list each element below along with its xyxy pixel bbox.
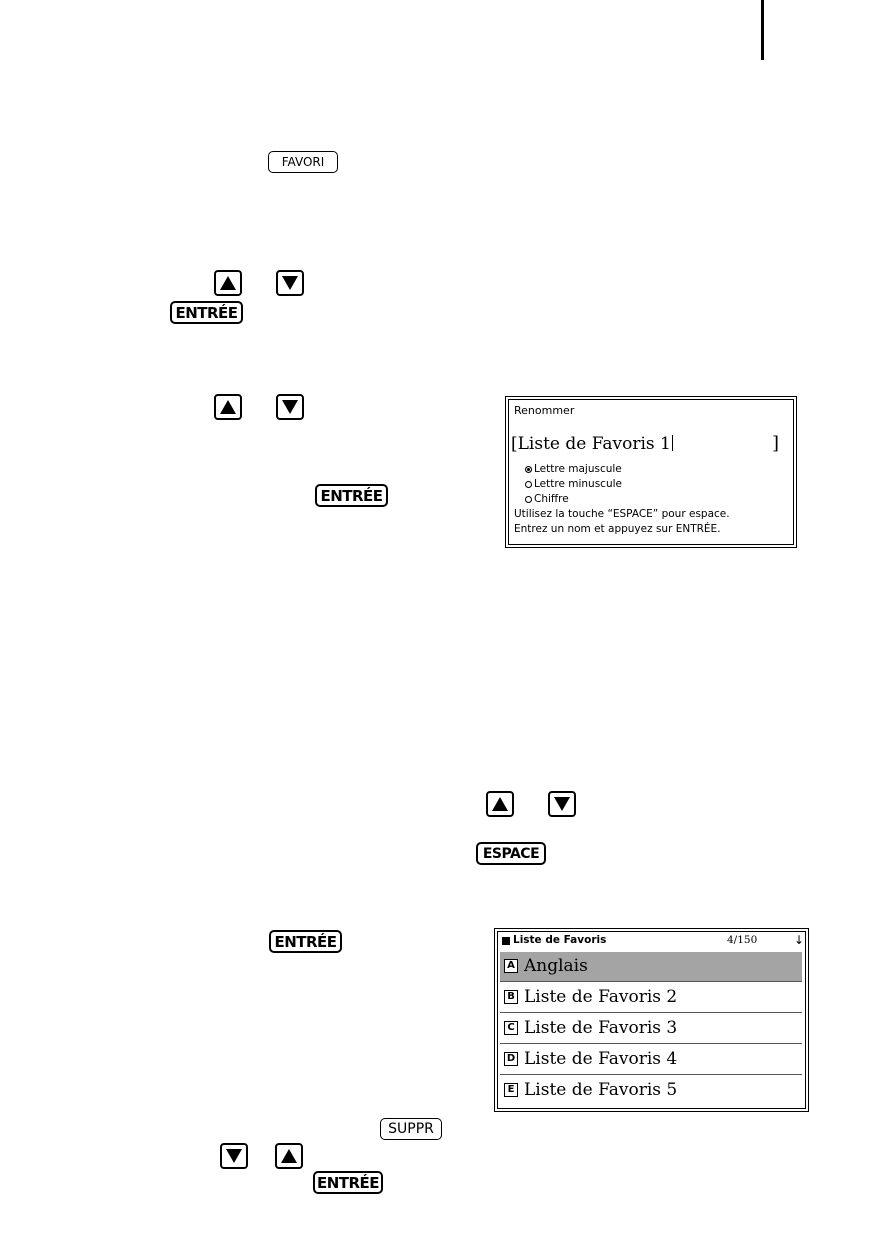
- letter-badge: A: [504, 959, 518, 973]
- close-bracket: ]: [771, 433, 779, 454]
- list-item-label: Liste de Favoris 4: [524, 1049, 678, 1069]
- option-digit[interactable]: Chiffre: [525, 493, 569, 505]
- list-item-label: Liste de Favoris 2: [524, 987, 678, 1007]
- up-arrow-key-icon: [214, 270, 242, 296]
- up-arrow-key-icon: [214, 394, 242, 420]
- down-arrow-key-icon: [276, 270, 304, 296]
- cut-mark: [761, 0, 764, 60]
- down-arrow-key-icon: [220, 1143, 248, 1169]
- hint-space: Utilisez la touche “ESPACE” pour espace.: [514, 508, 730, 520]
- name-input-field[interactable]: [511, 434, 673, 454]
- scroll-down-icon: ↓: [794, 933, 805, 947]
- radio-empty-icon: [525, 481, 532, 488]
- list-item-label: Liste de Favoris 3: [524, 1018, 678, 1038]
- hint-enter: Entrez un nom et appuyez sur ENTRÉE.: [514, 523, 721, 535]
- favorites-list-panel: [497, 931, 806, 1109]
- radio-selected-icon: [525, 466, 532, 473]
- letter-badge: C: [504, 1021, 518, 1035]
- up-arrow-key-icon: [486, 791, 514, 817]
- suppr-key: SUPPR: [380, 1118, 442, 1140]
- option-lowercase[interactable]: Lettre minuscule: [525, 478, 622, 490]
- open-bracket: [: [511, 434, 518, 454]
- espace-key: ESPACE: [476, 842, 546, 865]
- rename-dialog: [508, 399, 794, 545]
- down-arrow-key-icon: [276, 394, 304, 420]
- list-item[interactable]: [500, 983, 802, 1013]
- entree-key: ENTRÉE: [170, 301, 243, 324]
- list-item-label: Liste de Favoris 5: [524, 1080, 678, 1100]
- entree-key: ENTRÉE: [315, 484, 388, 507]
- list-title: Liste de Favoris: [513, 934, 607, 946]
- option-uppercase[interactable]: Lettre majuscule: [525, 463, 622, 475]
- radio-empty-icon: [525, 496, 532, 503]
- square-bullet-icon: [502, 937, 510, 945]
- list-item[interactable]: [500, 1045, 802, 1075]
- list-item[interactable]: [500, 1014, 802, 1044]
- text-cursor: [672, 435, 673, 451]
- up-arrow-key-icon: [275, 1143, 303, 1169]
- list-header: [498, 932, 805, 951]
- down-arrow-key-icon: [548, 791, 576, 817]
- list-item[interactable]: [500, 952, 802, 982]
- list-item-label: Anglais: [524, 956, 588, 976]
- dialog-title: Renommer: [514, 404, 575, 417]
- list-count: 4/150: [727, 934, 758, 946]
- letter-badge: E: [504, 1083, 518, 1097]
- letter-badge: B: [504, 990, 518, 1004]
- favori-key: FAVORI: [268, 151, 338, 173]
- entree-key: ENTRÉE: [313, 1171, 383, 1194]
- name-input-value: Liste de Favoris 1: [517, 434, 671, 454]
- letter-badge: D: [504, 1052, 518, 1066]
- entree-key: ENTRÉE: [269, 930, 342, 953]
- list-item[interactable]: [500, 1076, 802, 1106]
